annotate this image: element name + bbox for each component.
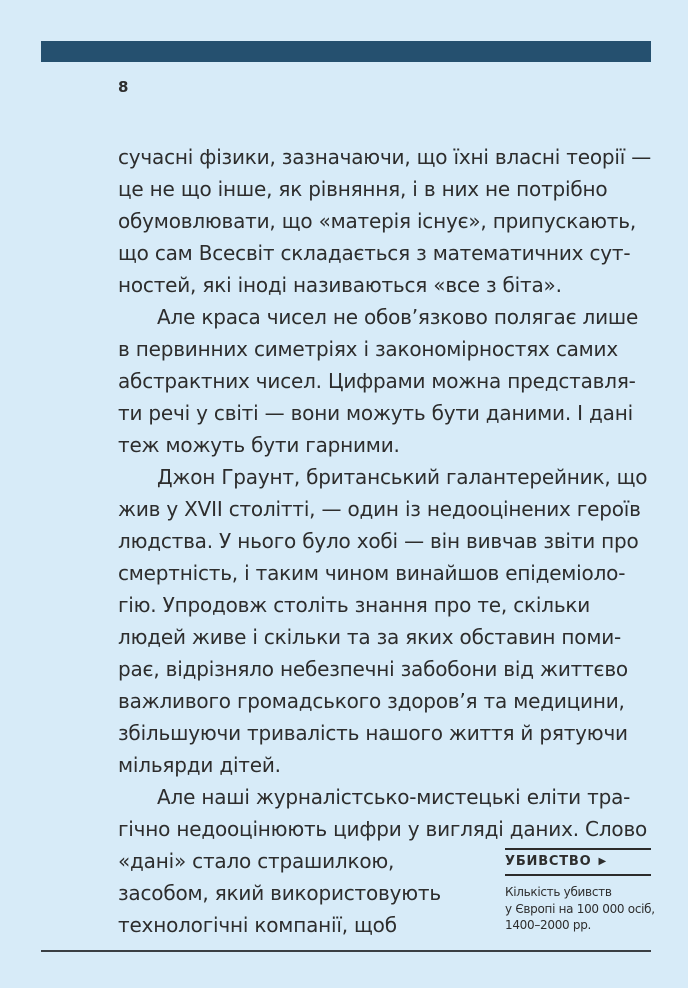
text-line: сучасні фізики, зазначаючи, що їхні власні теорії —	[118, 145, 652, 169]
text-line: засобом, який використовують	[118, 881, 441, 905]
text-line: в первинних симетріях і закономірностях самих	[118, 337, 618, 361]
body-text	[118, 141, 658, 941]
text-line: ти речі у світі — вони можуть бути даними. І дані	[118, 401, 633, 425]
margin-note	[505, 848, 655, 934]
text-line: що сам Всесвіт складається з математичних сут-	[118, 241, 631, 265]
text-line: рає, відрізняло небезпечні забобони від життєво	[118, 657, 628, 681]
text-line: технологічні компанії, щоб	[118, 913, 397, 937]
paragraph-3	[118, 461, 658, 781]
text-line: людей живе і скільки та за яких обставин поми-	[118, 625, 622, 649]
text-line: Але краса чисел не обов’язково полягає лише	[157, 305, 639, 329]
page-number: 8	[118, 78, 129, 96]
chapter-header-bar	[41, 41, 651, 62]
text-line: людства. У нього було хобі — він вивчав звіти про	[118, 529, 639, 553]
triangle-right-icon: ▶	[598, 855, 607, 867]
text-line: це не що інше, як рівняння, і в них не потрібно	[118, 177, 608, 201]
text-line: «дані» стало страшилкою,	[118, 849, 395, 873]
text-line: мільярди дітей.	[118, 753, 281, 777]
text-line: 1400–2000 рр.	[505, 918, 592, 932]
margin-note-label: УБИВСТВО	[505, 854, 592, 869]
paragraph-2	[118, 301, 658, 461]
margin-note-caption	[505, 884, 655, 934]
text-line: важливого громадського здоров’я та медицини,	[118, 689, 625, 713]
text-line: смертність, і таким чином винайшов епідеміоло-	[118, 561, 626, 585]
text-line: ностей, які іноді називаються «все з біта».	[118, 273, 562, 297]
paragraph-1	[118, 141, 658, 301]
text-line: у Європі на 100 000 осіб,	[505, 901, 655, 916]
text-line: Але наші журналістсько-мистецькі еліти тра-	[157, 785, 631, 809]
text-line: теж можуть бути гарними.	[118, 433, 400, 457]
text-line: обумовлювати, що «матерія існує», припускають,	[118, 209, 636, 233]
text-line: жив у XVII столітті, — один із недооцінених героїв	[118, 497, 641, 521]
footer-rule	[41, 950, 651, 952]
text-line: Кількість убивств	[505, 885, 612, 899]
text-line: абстрактних чисел. Цифрами можна представля-	[118, 369, 636, 393]
text-line: збільшуючи тривалість нашого життя й рятуючи	[118, 721, 628, 745]
text-line: гію. Упродовж століть знання про те, скільки	[118, 593, 591, 617]
text-line: Джон Граунт, британський галантерейник, що	[157, 465, 648, 489]
text-line: гічно недооцінюють цифри у вигляді даних. Слово	[118, 817, 648, 841]
margin-note-heading	[505, 848, 651, 876]
